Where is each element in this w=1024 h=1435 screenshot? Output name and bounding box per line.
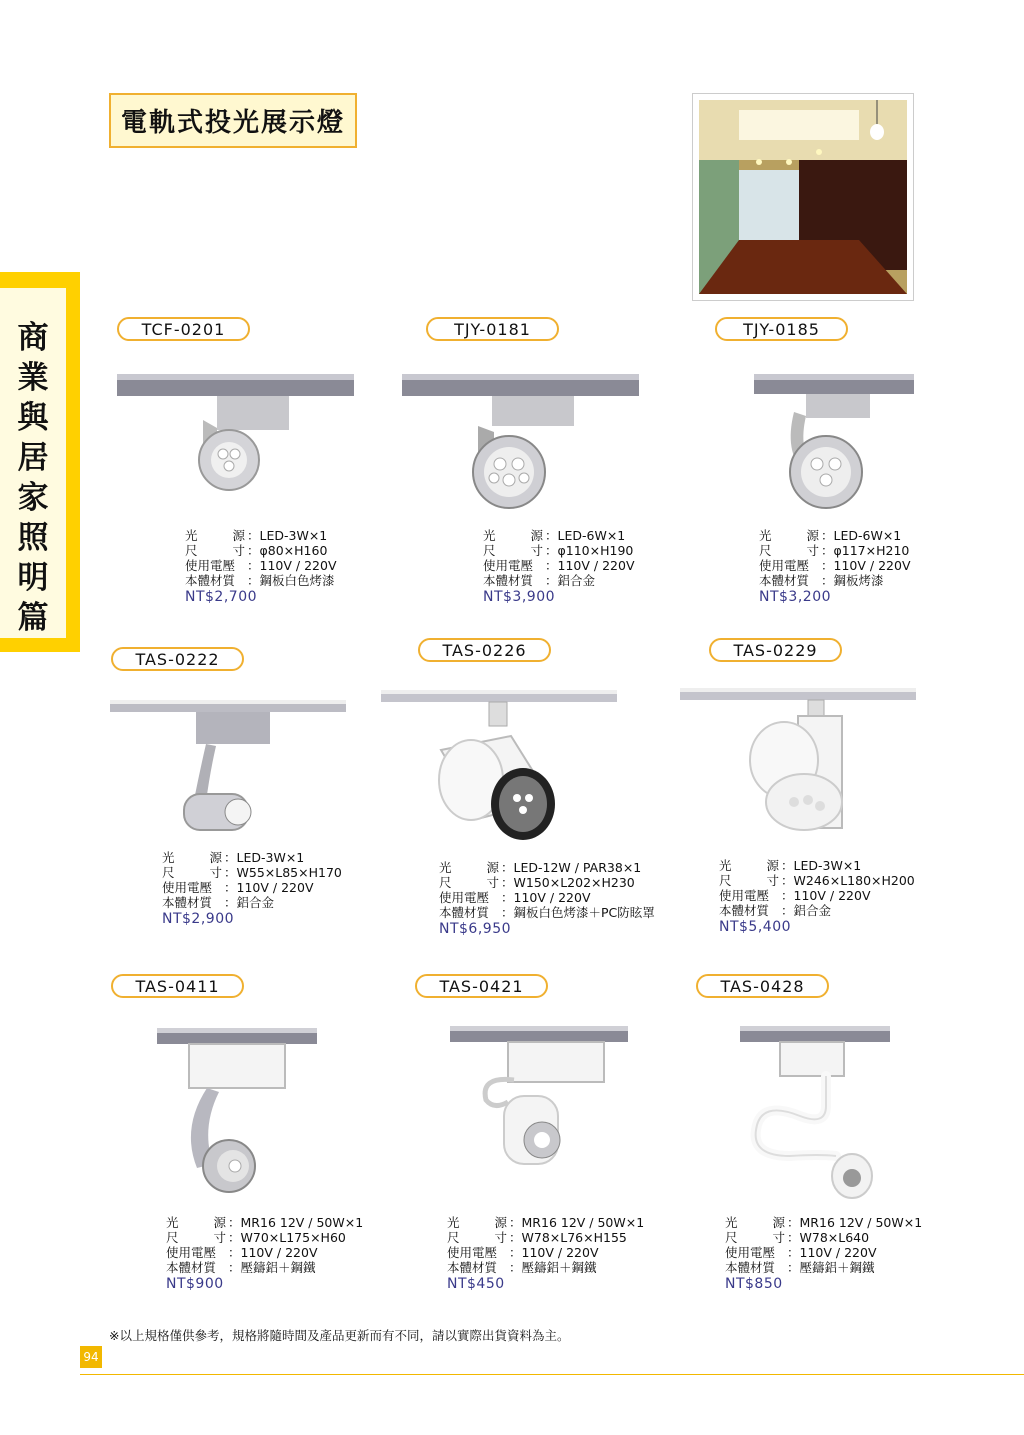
model-label: TAS-0226	[418, 638, 551, 662]
page-title: 電軌式投光展示燈	[109, 93, 357, 148]
price: NT$900	[166, 1276, 224, 1292]
model-label: TAS-0229	[709, 638, 842, 662]
price: NT$850	[725, 1276, 783, 1292]
disclaimer-note: ※以上規格僅供參考，規格將隨時間及產品更新而有不同，請以實際出貨資料為主。	[109, 1328, 570, 1343]
bottom-rule	[80, 1374, 1024, 1375]
track-light-image	[450, 1026, 628, 1196]
price: NT$3,900	[483, 589, 556, 605]
model-label: TJY-0181	[426, 317, 559, 341]
price: NT$450	[447, 1276, 505, 1292]
track-light-image	[402, 372, 639, 522]
track-light-image	[157, 1028, 317, 1198]
price: NT$2,900	[162, 911, 235, 927]
page-number: 94	[80, 1346, 102, 1368]
model-label: TAS-0421	[415, 974, 548, 998]
spec-block: 光 源 ： MR16 12V / 50W×1 尺 寸 ： W78×L76×H155 使用電壓 ： 110V / 220V 本體材質 ： 壓鑄鋁＋鋼鐵 NT$450	[447, 1215, 645, 1292]
model-label: TAS-0428	[696, 974, 829, 998]
price: NT$5,400	[719, 919, 792, 935]
room-photo-image	[699, 100, 907, 294]
spec-block: 光 源 ： MR16 12V / 50W×1 尺 寸 ： W70×L175×H60 使用電壓 ： 110V / 220V 本體材質 ： 壓鑄鋁＋鋼鐵 NT$900	[166, 1215, 364, 1292]
track-light-image	[110, 700, 346, 845]
track-light-image	[740, 1026, 890, 1201]
spec-block: 光 源 ： LED-3W×1 尺 寸 ： W246×L180×H200 使用電壓 ： 110V / 220V 本體材質 ： 鋁合金 NT$5,400	[719, 858, 915, 935]
spec-block: 光 源 ： MR16 12V / 50W×1 尺 寸 ： W78×L640 使用電壓 ： 110V / 220V 本體材質 ： 壓鑄鋁＋鋼鐵 NT$850	[725, 1215, 923, 1292]
track-light-image	[117, 372, 354, 522]
spec-block: 光 源 ： LED-3W×1 尺 寸 ： W55×L85×H170 使用電壓 ： 110V / 220V 本體材質 ： 鋁合金 NT$2,900	[162, 850, 342, 927]
model-label: TAS-0222	[111, 647, 244, 671]
price: NT$6,950	[439, 921, 512, 937]
section-label: 商業與居家照明篇	[17, 320, 49, 636]
spec-block: 光 源 ： LED-3W×1 尺 寸 ： φ80×H160 使用電壓 ： 110V / 220V 本體材質 ： 鋼板白色烤漆 NT$2,700	[185, 528, 337, 605]
track-light-image	[680, 688, 916, 848]
track-light-image	[381, 690, 617, 850]
track-light-image	[754, 372, 914, 522]
model-label: TCF-0201	[117, 317, 250, 341]
spec-block: 光 源 ： LED-12W / PAR38×1 尺 寸 ： W150×L202×H230 使用電壓 ： 110V / 220V 本體材質 ： 鋼板白色烤漆＋PC防眩罩 NT$6,950	[439, 860, 655, 937]
price: NT$2,700	[185, 589, 258, 605]
room-photo	[692, 93, 914, 301]
spec-block: 光 源 ： LED-6W×1 尺 寸 ： φ117×H210 使用電壓 ： 110V / 220V 本體材質 ： 鋼板烤漆 NT$3,200	[759, 528, 911, 605]
price: NT$3,200	[759, 589, 832, 605]
spec-block: 光 源 ： LED-6W×1 尺 寸 ： φ110×H190 使用電壓 ： 110V / 220V 本體材質 ： 鋁合金 NT$3,900	[483, 528, 635, 605]
model-label: TAS-0411	[111, 974, 244, 998]
model-label: TJY-0185	[715, 317, 848, 341]
